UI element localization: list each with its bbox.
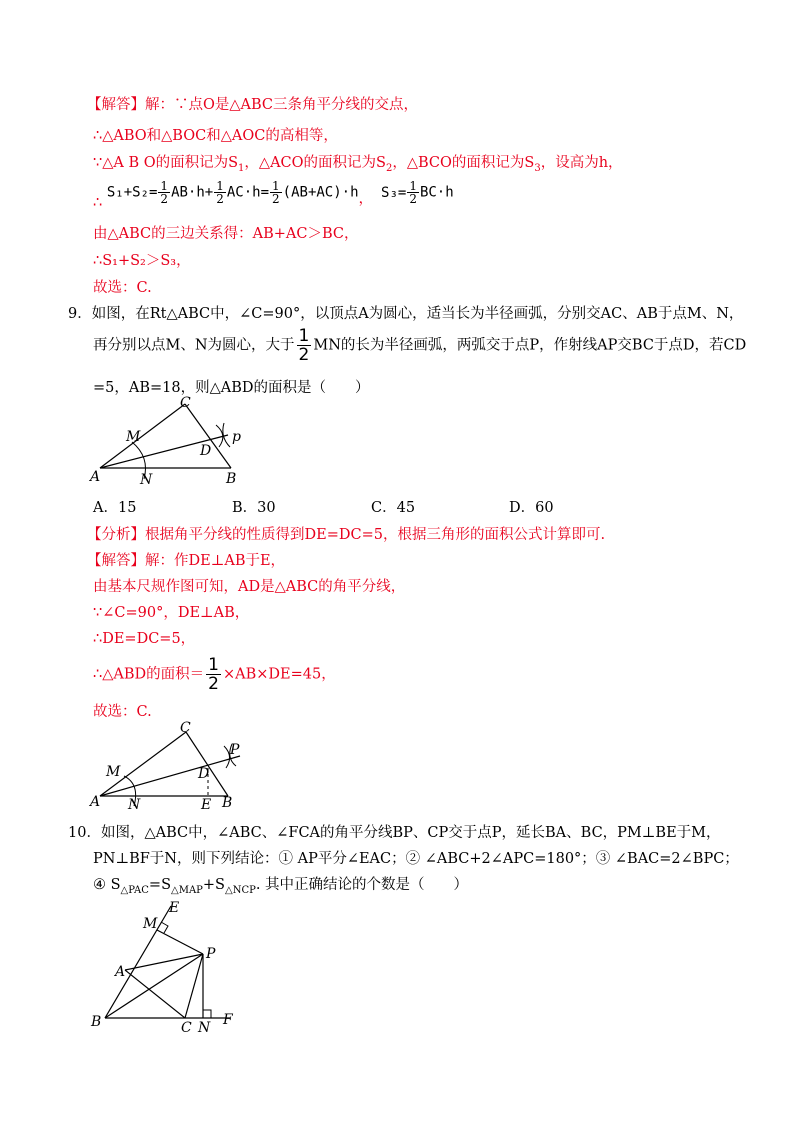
q8-solution-line-6: ∴S₁+S₂＞S₃， — [93, 253, 191, 269]
label-B: B — [91, 1014, 102, 1030]
label-N: N — [128, 797, 141, 810]
label-A: A — [115, 964, 126, 980]
q9-option-c: C．45 — [371, 500, 416, 516]
label-F: F — [223, 1012, 233, 1028]
q8-solution-line-3: ∵△A B O的面积记为$S_1$，△ACO的面积记为$S_2$，△BCO的面积记为$S_3$，设高为h， — [93, 155, 623, 174]
label-N: N — [198, 1020, 211, 1033]
label-E: E — [201, 797, 212, 810]
solution-text: 解：∵点O是△ABC三条角平分线的交点， — [145, 97, 419, 113]
label-D: D — [200, 443, 212, 459]
solution-tag: 【解答】 — [87, 97, 145, 113]
q9-solution-line-5: ∴△ABD的面积＝ $\frac{1}{2}$ ×AB×DE=45， — [93, 655, 336, 694]
q10-stem-line-3: ④ $S_{\triangle PAC}=S_{\triangle MAP}+S_{\triangle NCP}$. 其中正确结论的个数是（ ） — [93, 877, 469, 896]
label-B: B — [222, 795, 233, 810]
q9-analysis: 【分析】根据角平分线的性质得到DE=DC=5，根据三角形的面积公式计算即可. — [87, 527, 606, 543]
label-N: N — [140, 472, 153, 488]
q8-solution-line-4-formula: ∴ S₁+S₂= $\frac{1}{2}$ AB·h+ $\frac{1}{2}$ AC·h= $\frac{1}{2}$ (AB+AC)·h， S₃= $\frac{1}{2}$ BC·h — [93, 179, 454, 211]
label-E: E — [169, 900, 180, 916]
q9-solution-line-1: 【解答】解：作DE⊥AB于E， — [87, 553, 286, 569]
label-C: C — [180, 720, 191, 736]
q9-stem-line-2: 再分别以点M、N为圆心，大于 $\frac{1}{2}$ MN的长为半径画弧，两弧交于点P，作射线AP交BC于点D，若CD — [93, 326, 747, 365]
q8-solution-line-7: 故选：C. — [93, 280, 152, 296]
label-B: B — [226, 471, 237, 487]
question-number: 10． — [68, 825, 101, 841]
solution-tag: 【解答】 — [87, 553, 145, 569]
label-C: C — [181, 1020, 192, 1033]
label-C: C — [180, 395, 191, 411]
q9-solution-line-3: ∵∠C=90°，DE⊥AB， — [93, 605, 250, 621]
label-p: p — [232, 429, 241, 445]
q9-figure — [88, 395, 258, 490]
q9-solution-line-6: 故选：C. — [93, 704, 152, 720]
q8-solution-line-1 — [87, 93, 418, 114]
analysis-tag: 【分析】 — [87, 527, 145, 543]
question-number: 9． — [68, 306, 92, 322]
q8-solution-line-2: ∴△ABO和△BOC和△AOC的高相等， — [93, 128, 338, 144]
one-half-fraction: $\frac{1}{2}$ — [298, 326, 310, 365]
label-M: M — [106, 764, 121, 780]
q9-solution-line-4: ∴DE=DC=5， — [93, 631, 196, 647]
q8-solution-line-5: 由△ABC的三边关系得：AB+AC＞BC， — [93, 226, 359, 242]
one-half-fraction: $\frac{1}{2}$ — [208, 655, 219, 694]
label-A: A — [90, 794, 101, 810]
label-D: D — [198, 766, 210, 782]
q10-stem-line-1: 10．如图，△ABC中，∠ABC、∠FCA的角平分线BP、CP交于点P，延长BA、BC，PM⊥BE于M， — [68, 825, 721, 841]
q9-stem-line-1: 9．如图，在Rt△ABC中，∠C=90°，以顶点A为圆心，适当长为半径画弧，分别交AC、AB于点M、N， — [68, 306, 744, 322]
label-P: P — [230, 742, 240, 758]
q10-stem-line-2: PN⊥BF于N，则下列结论：① AP平分∠EAC；② ∠ABC+2∠APC=180°；③ ∠BAC=2∠BPC； — [93, 851, 739, 867]
label-P: P — [206, 946, 216, 962]
q9-solution-line-2: 由基本尺规作图可知，AD是△ABC的角平分线， — [93, 579, 406, 595]
q9-stem-line-3: =5，AB=18，则△ABD的面积是（ ） — [93, 380, 370, 396]
label-M: M — [143, 916, 158, 932]
label-M: M — [126, 429, 141, 445]
q9-option-a: A．15 — [93, 500, 137, 516]
q9-option-b: B．30 — [232, 500, 276, 516]
q9-solution-figure — [88, 718, 258, 810]
q9-option-d: D．60 — [509, 500, 554, 516]
label-A: A — [90, 469, 101, 485]
q10-figure — [85, 898, 245, 1033]
